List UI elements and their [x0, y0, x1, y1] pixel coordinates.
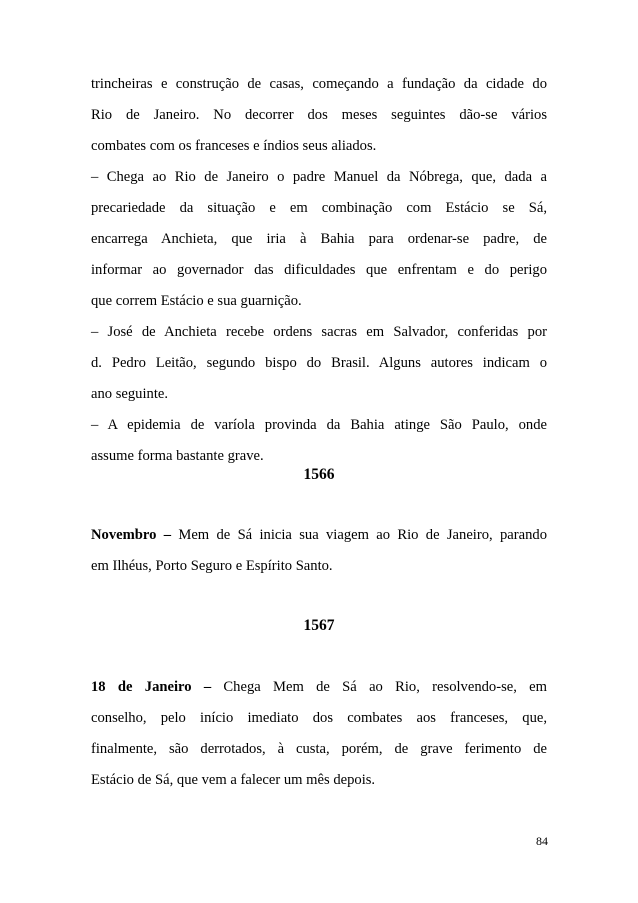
text-line: assume forma bastante grave. — [91, 448, 264, 464]
text-line: combates com os franceses e índios seus aliados. — [91, 138, 377, 154]
text-line: trincheiras e construção de casas, começando a fundação da cidade do — [91, 76, 547, 92]
entry-text: Mem de Sá inicia sua viagem ao Rio de Janeiro, parando — [171, 527, 547, 543]
text-line: ano seguinte. — [91, 386, 169, 402]
page-number: 84 — [536, 834, 548, 848]
text-line: precariedade da situação e em combinação com Estácio se Sá, — [91, 200, 547, 216]
text-line: encarrega Anchieta, que iria à Bahia para ordenar-se padre, de — [91, 231, 547, 247]
entry-line: em Ilhéus, Porto Seguro e Espírito Santo. — [91, 558, 333, 574]
entry-line: finalmente, são derrotados, à custa, porém, de grave ferimento de — [91, 741, 547, 757]
entry-line — [91, 520, 547, 551]
entry-november-1566 — [91, 520, 547, 582]
text-line: informar ao governador das dificuldades que enfrentam e do perigo — [91, 262, 547, 278]
entry-text: Chega Mem de Sá ao Rio, resolvendo-se, em — [211, 679, 548, 695]
entry-date-label: 18 de Janeiro – — [91, 679, 212, 695]
text-line: Rio de Janeiro. No decorrer dos meses seguintes dão-se vários — [91, 107, 547, 123]
text-line: d. Pedro Leitão, segundo bispo do Brasil. Alguns autores indicam o — [91, 355, 547, 371]
entry-line — [91, 672, 547, 703]
entry-january-1567 — [91, 672, 547, 796]
entry-line: Estácio de Sá, que vem a falecer um mês depois. — [91, 772, 376, 788]
text-line: – A epidemia de varíola provinda da Bahia atinge São Paulo, onde — [91, 417, 547, 433]
text-line: que correm Estácio e sua guarnição. — [91, 293, 302, 309]
entry-line: conselho, pelo início imediato dos combates aos franceses, que, — [91, 710, 547, 726]
chronology-text-1565 — [91, 69, 547, 472]
text-line: – Chega ao Rio de Janeiro o padre Manuel da Nóbrega, que, dada a — [91, 169, 547, 185]
text-line: – José de Anchieta recebe ordens sacras em Salvador, conferidas por — [91, 324, 547, 340]
entry-date-label: Novembro – — [91, 527, 172, 543]
year-heading-1567: 1567 — [303, 617, 335, 634]
year-heading-1566: 1566 — [303, 466, 335, 483]
